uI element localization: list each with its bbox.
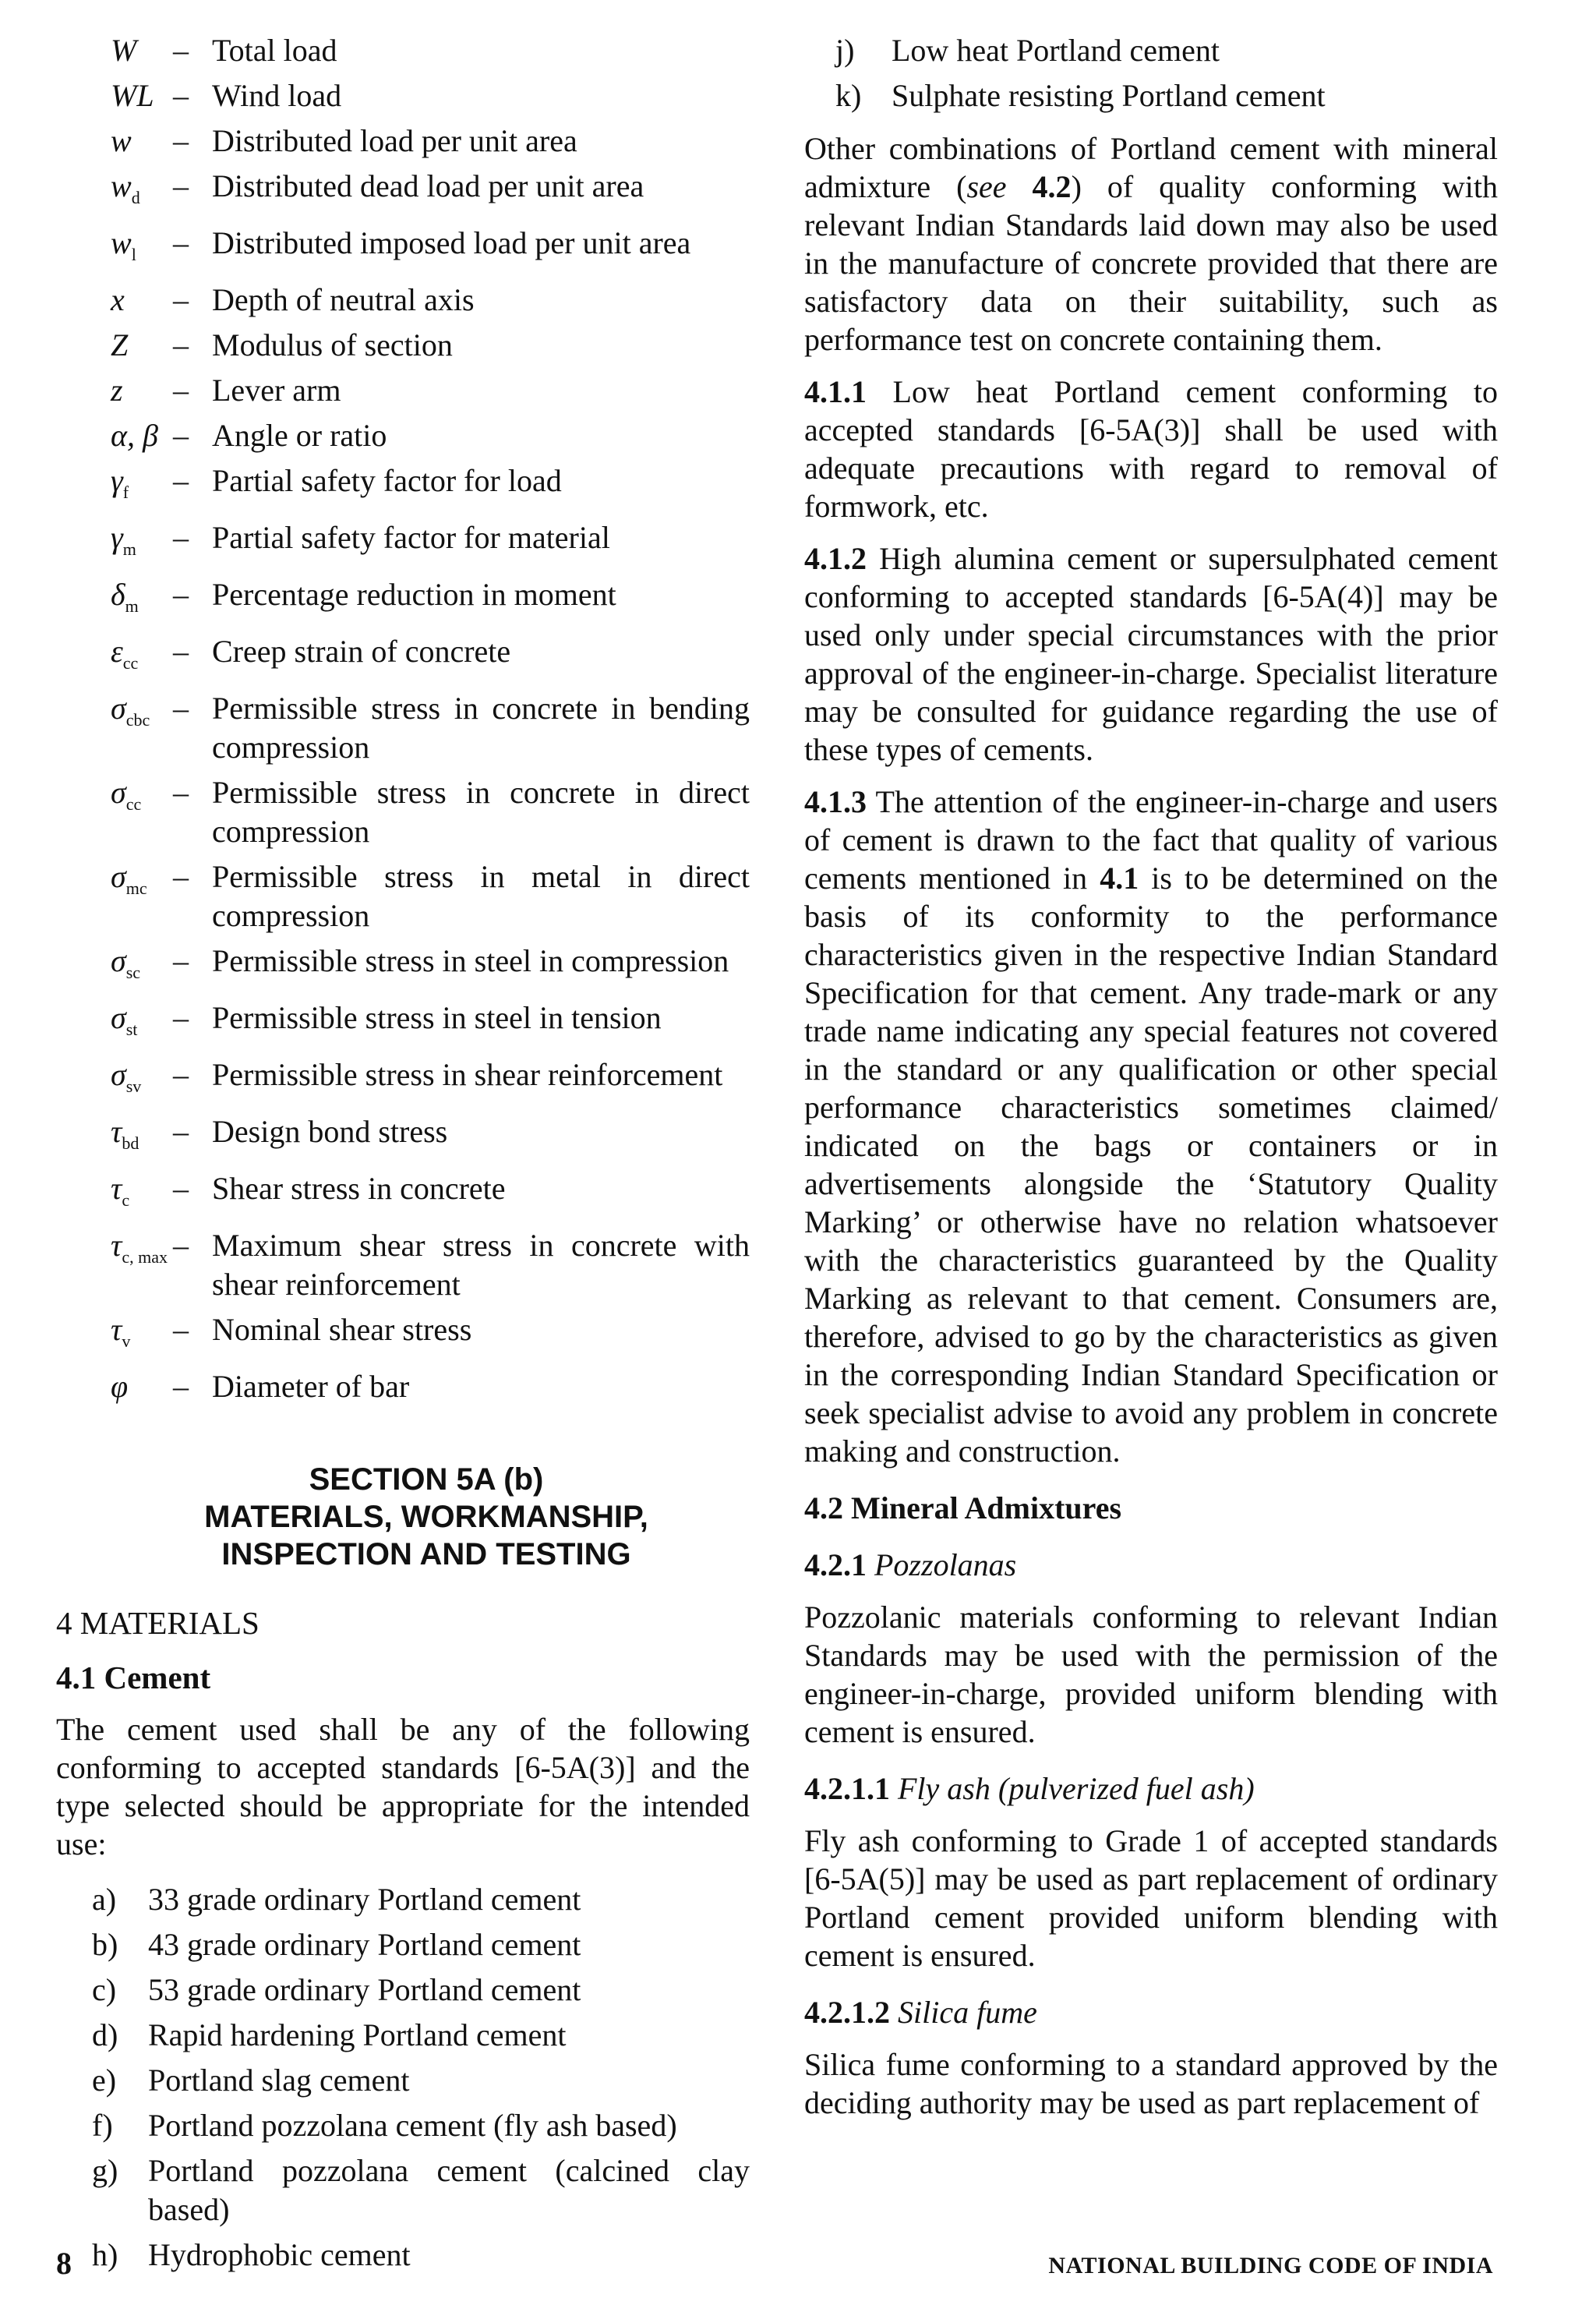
symbol: [56, 575, 173, 626]
symbol-glyph: σ: [111, 775, 126, 810]
mineral-admixtures-heading: 4.2 Mineral Admixtures: [804, 1490, 1122, 1525]
fly-ash-paragraph: Fly ash conforming to Grade 1 of accepted standards [6-5A(5)] may be used as part replacement of ordinary Portland cement provided uniform blending with cement is ensured.: [804, 1823, 1498, 1973]
list-text: Sulphate resisting Portland cement: [892, 78, 1326, 113]
right-column: [804, 31, 1498, 2122]
text-run: Other combinations of Portland cement with mineral admixture (: [804, 131, 1498, 204]
symbol-glyph: w: [111, 123, 132, 158]
clause-text: High alumina cement or supersulphated cement conforming to accepted standards [6-5A(4)] may be used only under special circumstances with the prior approval of the engineer-in-charge. Specialist literature may be consulted for guidance regarding the use of these types of cements.: [804, 541, 1498, 767]
symbol: [56, 461, 173, 512]
symbol-description: Diameter of bar: [212, 1369, 410, 1404]
symbol-description: Permissible stress in metal in direct compression: [212, 859, 750, 933]
symbol-description: Distributed load per unit area: [212, 123, 577, 158]
materials-heading: 4 MATERIALS: [56, 1605, 260, 1641]
symbol-subscript: l: [131, 245, 136, 264]
symbol-glyph: σ: [111, 1057, 126, 1092]
symbol-glyph: τ: [111, 1312, 122, 1347]
symbol-row: [56, 773, 750, 851]
symbol-description: Design bond stress: [212, 1114, 448, 1149]
symbol: [56, 1310, 173, 1361]
symbol-subscript: st: [125, 1020, 138, 1039]
symbol-description: Nominal shear stress: [212, 1312, 472, 1347]
symbol-glyph: w: [111, 168, 132, 203]
list-text: 53 grade ordinary Portland cement: [148, 1972, 581, 2007]
symbol: [56, 1169, 173, 1220]
cement-type-item: [92, 1880, 750, 1919]
symbol-description: Percentage reduction in moment: [212, 577, 616, 612]
list-label: k): [835, 78, 862, 113]
symbol-row: [56, 416, 750, 455]
symbol-row: [56, 999, 750, 1049]
symbol: [56, 281, 173, 320]
list-text: Low heat Portland cement: [892, 33, 1220, 68]
symbol-dash: –: [173, 373, 189, 408]
clause-text: The attention of the engineer-in-charge and users of cement is drawn to the fact that quality of various cements mentioned in: [804, 784, 1498, 896]
symbol: [56, 371, 173, 410]
symbol-row: [56, 122, 750, 161]
symbol-row: [56, 1055, 750, 1106]
symbol-subscript: cbc: [125, 710, 150, 730]
clause-number: 4.1.3: [804, 784, 867, 819]
cement-type-item: [92, 1925, 750, 1964]
symbol-description: Permissible stress in steel in compression: [212, 943, 729, 978]
list-label: g): [92, 2153, 118, 2188]
symbol-glyph: σ: [111, 691, 126, 726]
symbol-dash: –: [173, 634, 189, 669]
other-combinations-paragraph: [804, 129, 1498, 359]
symbol-row: [56, 461, 750, 512]
symbol-description: Permissible stress in shear reinforcement: [212, 1057, 723, 1092]
symbol-row: [56, 224, 750, 274]
symbol: [56, 224, 173, 274]
symbol: [56, 773, 173, 824]
symbol-row: [56, 1226, 750, 1304]
symbol-dash: –: [173, 327, 189, 362]
symbol-description: Depth of neutral axis: [212, 282, 475, 317]
symbol: [56, 632, 173, 683]
list-text: Portland pozzolana cement (calcined clay based): [148, 2153, 750, 2227]
symbol-subscript: m: [122, 539, 136, 559]
cement-heading: 4.1 Cement: [56, 1660, 211, 1695]
symbol-row: [56, 76, 750, 115]
symbol: [56, 999, 173, 1049]
text-run: ) of quality conforming with relevant Indian Standards laid down may also be used in the manufacture of concrete provided that there are satisfactory data on their suitability, such as performance test on concrete containing them.: [804, 169, 1498, 357]
symbol-description: Permissible stress in concrete in bending compression: [212, 691, 750, 765]
symbol-dash: –: [173, 1000, 189, 1035]
symbol-description: Permissible stress in steel in tension: [212, 1000, 662, 1035]
symbol-description: Distributed dead load per unit area: [212, 168, 644, 203]
symbol: [56, 416, 173, 455]
section-heading-line1: SECTION 5A (b): [309, 1462, 544, 1497]
symbol-dash: –: [173, 168, 189, 203]
pozzolanas-paragraph: Pozzolanic materials conforming to relevant Indian Standards may be used with the permission of the engineer-in-charge, provided uniform blending with cement is ensured.: [804, 1600, 1498, 1749]
symbol-subscript: cc: [122, 653, 139, 673]
cement-type-item: [92, 2061, 750, 2100]
section-heading-line3: INSPECTION AND TESTING: [221, 1537, 631, 1571]
symbol: [56, 76, 173, 115]
symbol-glyph: τ: [111, 1171, 122, 1206]
clause-title: Silica fume: [890, 1995, 1037, 2030]
symbol-description: Creep strain of concrete: [212, 634, 511, 669]
symbol-row: [56, 1367, 750, 1406]
silica-fume-heading: [804, 1993, 1498, 2031]
symbol-subscript: f: [122, 483, 129, 502]
symbol-glyph: α, β: [111, 418, 158, 453]
symbol-dash: –: [173, 282, 189, 317]
left-column: [56, 31, 750, 2281]
symbol-glyph: σ: [111, 859, 126, 894]
cement-type-item: [835, 76, 1498, 115]
symbol-dash: –: [173, 225, 189, 260]
symbol-subscript: d: [131, 188, 140, 207]
list-text: 43 grade ordinary Portland cement: [148, 1927, 581, 1962]
list-text: 33 grade ordinary Portland cement: [148, 1882, 581, 1917]
symbol-dash: –: [173, 691, 189, 726]
section-heading-line2: MATERIALS, WORKMANSHIP,: [204, 1500, 648, 1534]
symbol-row: [56, 1169, 750, 1220]
cement-types-list-left: [56, 1880, 750, 2275]
symbol-subscript: cc: [125, 794, 142, 814]
symbol-dash: –: [173, 1228, 189, 1263]
symbol-row: [56, 632, 750, 683]
clause-ref: 4.2: [1006, 169, 1072, 204]
symbol-row: [56, 31, 750, 70]
symbol-dash: –: [173, 463, 189, 498]
list-label: c): [92, 1972, 117, 2007]
list-label: j): [835, 33, 855, 68]
symbol-subscript: m: [125, 596, 139, 616]
cement-type-item: [92, 2106, 750, 2145]
symbol-glyph: z: [111, 373, 123, 408]
silica-fume-paragraph: Silica fume conforming to a standard approved by the deciding authority may be used as part replacement of: [804, 2047, 1498, 2120]
list-label: b): [92, 1927, 118, 1962]
list-text: Hydrophobic cement: [148, 2237, 411, 2272]
clause-title: Pozzolanas: [867, 1547, 1017, 1582]
clause-ref: 4.1: [1100, 861, 1139, 896]
symbol-glyph: γ: [111, 520, 123, 555]
symbol-subscript: sc: [125, 963, 141, 982]
symbol-dash: –: [173, 1114, 189, 1149]
list-label: d): [92, 2017, 118, 2052]
symbol-description: Permissible stress in concrete in direct compression: [212, 775, 750, 849]
clause-number: 4.2.1.2: [804, 1995, 890, 2030]
symbol-subscript: mc: [125, 878, 147, 898]
symbol-description: Modulus of section: [212, 327, 453, 362]
symbol-dash: –: [173, 1369, 189, 1404]
symbol-glyph: φ: [111, 1369, 129, 1404]
symbol: [56, 1226, 173, 1277]
symbol-subscript: sv: [125, 1076, 142, 1096]
list-label: a): [92, 1882, 117, 1917]
symbol-dash: –: [173, 859, 189, 894]
clause-4-1-2: [804, 539, 1498, 769]
symbol-row: [56, 575, 750, 626]
symbol-dash: –: [173, 775, 189, 810]
symbol-dash: –: [173, 1057, 189, 1092]
pozzolanas-heading: [804, 1546, 1498, 1584]
cement-type-item: [92, 2236, 750, 2275]
cement-type-item: [92, 2016, 750, 2055]
cement-intro: The cement used shall be any of the following conforming to accepted standards [6-5A(3)] and the type selected should be appropriate for the intended use:: [56, 1712, 750, 1861]
symbols-list: [56, 31, 750, 1406]
symbol-subscript: v: [122, 1331, 131, 1351]
symbol-row: [56, 167, 750, 217]
symbol: [56, 518, 173, 569]
clause-number: 4.1.2: [804, 541, 867, 576]
symbol-glyph: w: [111, 225, 132, 260]
symbol-glyph: Z: [111, 327, 129, 362]
list-text: Rapid hardening Portland cement: [148, 2017, 567, 2052]
clause-number: 4.2.1.1: [804, 1771, 890, 1806]
symbol-row: [56, 371, 750, 410]
list-label: f): [92, 2108, 113, 2143]
footer-code-title: NATIONAL BUILDING CODE OF INDIA: [1048, 2253, 1493, 2278]
symbol: [56, 689, 173, 740]
symbol-description: Partial safety factor for material: [212, 520, 610, 555]
symbol-description: Maximum shear stress in concrete with shear reinforcement: [212, 1228, 750, 1302]
symbol-description: Lever arm: [212, 373, 341, 408]
symbol-dash: –: [173, 943, 189, 978]
list-text: Portland slag cement: [148, 2063, 410, 2098]
symbol-dash: –: [173, 577, 189, 612]
clause-number: 4.1.1: [804, 374, 867, 409]
symbol-description: Angle or ratio: [212, 418, 387, 453]
page-number: 8: [56, 2246, 72, 2281]
symbol: [56, 857, 173, 908]
symbol: [56, 326, 173, 365]
symbol-glyph: σ: [111, 943, 126, 978]
symbol-description: Partial safety factor for load: [212, 463, 562, 498]
cement-type-item: [835, 31, 1498, 70]
symbol-glyph: W: [111, 33, 137, 68]
clause-title: Fly ash (pulverized fuel ash): [890, 1771, 1255, 1806]
see-ref: see: [966, 169, 1007, 204]
symbol-subscript: c, max: [122, 1247, 168, 1267]
symbol-subscript: c: [122, 1190, 130, 1210]
symbol-dash: –: [173, 123, 189, 158]
symbol-glyph: τ: [111, 1228, 122, 1263]
symbol-row: [56, 281, 750, 320]
symbol-glyph: δ: [111, 577, 125, 612]
cement-type-item: [92, 1971, 750, 2010]
symbol: [56, 1055, 173, 1106]
section-heading: [103, 1461, 750, 1573]
symbol: [56, 122, 173, 161]
clause-text: Low heat Portland cement conforming to accepted standards [6-5A(3)] shall be used with adequate precautions with regard to removal of formwork, etc.: [804, 374, 1498, 524]
symbol-description: Shear stress in concrete: [212, 1171, 506, 1206]
symbol-row: [56, 1310, 750, 1361]
symbol-row: [56, 326, 750, 365]
symbol-glyph: WL: [111, 78, 154, 113]
symbol-dash: –: [173, 1312, 189, 1347]
fly-ash-heading: [804, 1769, 1498, 1808]
symbol-row: [56, 689, 750, 767]
symbol-row: [56, 518, 750, 569]
symbol-glyph: γ: [111, 463, 123, 498]
list-label: h): [92, 2237, 118, 2272]
cement-type-item: [92, 2151, 750, 2229]
symbol-description: Wind load: [212, 78, 342, 113]
clause-text: is to be determined on the basis of its conformity to the performance characteristics given in the respective Indian Standard Specification for that cement. Any trade-mark or any trade name indicating any special features not covered in the standard or any qualification or other special performance characteristics sometimes claimed/ indicated on the bags or containers or in advertisements alongside the ‘Statutory Quality Marking’ or otherwise have no relation whatsoever with the characteristics guaranteed by the Quality Marking as relevant to that cement. Consumers are, therefore, advised to go by the characteristics as given in the corresponding Indian Standard Specification or seek specialist advise to avoid any problem in concrete making and construction.: [804, 861, 1498, 1469]
symbol-dash: –: [173, 1171, 189, 1206]
symbol: [56, 167, 173, 217]
symbol-dash: –: [173, 520, 189, 555]
clause-number: 4.2.1: [804, 1547, 867, 1582]
symbol-dash: –: [173, 33, 189, 68]
symbol-glyph: x: [111, 282, 125, 317]
symbol-glyph: σ: [111, 1000, 126, 1035]
symbol: [56, 942, 173, 992]
symbol-row: [56, 857, 750, 935]
symbol-subscript: bd: [122, 1133, 139, 1153]
clause-4-1-3: [804, 783, 1498, 1470]
cement-types-list-right: [804, 31, 1498, 115]
clause-4-1-1: [804, 373, 1498, 525]
symbol-glyph: ε: [111, 634, 123, 669]
list-text: Portland pozzolana cement (fly ash based): [148, 2108, 677, 2143]
symbol: [56, 1112, 173, 1163]
symbol-dash: –: [173, 418, 189, 453]
symbol-row: [56, 942, 750, 992]
symbol-glyph: τ: [111, 1114, 122, 1149]
list-label: e): [92, 2063, 117, 2098]
symbol: [56, 1367, 173, 1406]
symbol-description: Total load: [212, 33, 337, 68]
symbol-dash: –: [173, 78, 189, 113]
symbol-description: Distributed imposed load per unit area: [212, 225, 691, 260]
symbol-row: [56, 1112, 750, 1163]
symbol: [56, 31, 173, 70]
